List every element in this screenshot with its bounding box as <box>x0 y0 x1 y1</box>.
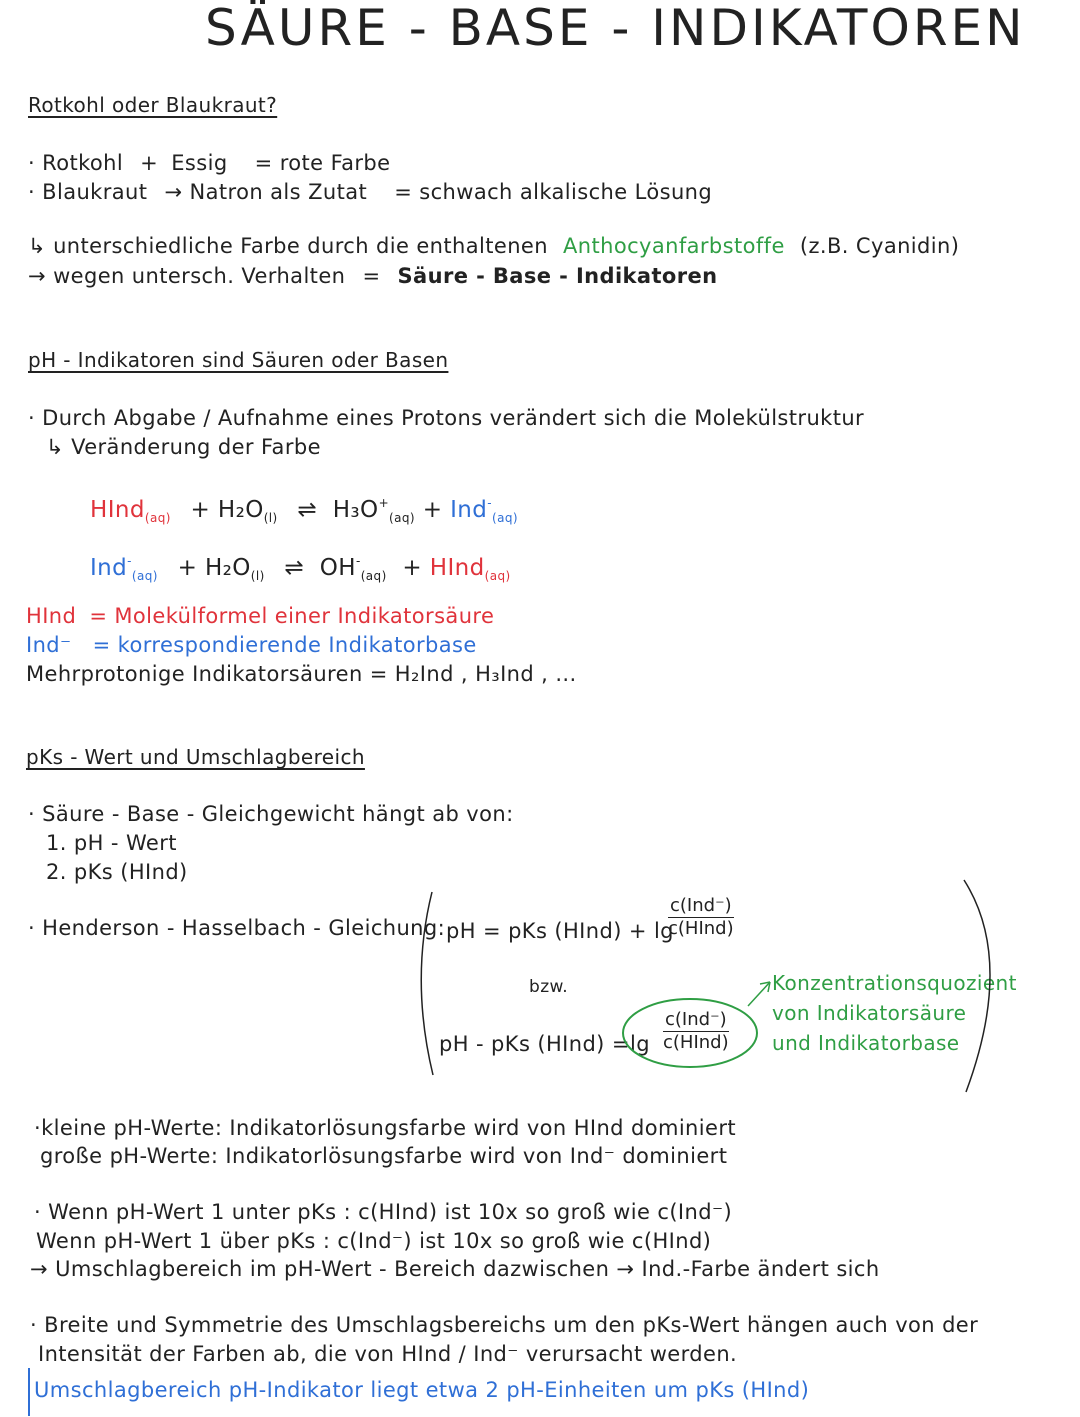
eq1-arrow: ⇌ <box>297 497 318 523</box>
large-ph-line: große pH-Werte: Indikatorlösungsfarbe wird von Ind⁻ dominiert <box>40 1144 728 1168</box>
cyanidin-example: (z.B. Cyanidin) <box>799 234 960 258</box>
eq1-ind-charge: - <box>487 496 492 510</box>
fraction-2-denominator: c(HInd) <box>663 1032 729 1053</box>
eq2-hydroxide-state: (aq) <box>360 569 387 583</box>
eq2-hydroxide: OH <box>319 555 356 581</box>
verhalten-text: → wegen untersch. Verhalten <box>28 264 346 288</box>
definition-hind-text: = Molekülformel einer Indikatorsäure <box>89 604 495 628</box>
definition-mehrprotonig: Mehrprotonige Indikatorsäuren = H₂Ind , H₃Ind , ... <box>26 662 577 686</box>
blaukraut-label: · Blaukraut <box>28 180 148 204</box>
essig-label: Essig <box>171 151 228 175</box>
equals-sign: = <box>362 264 381 288</box>
right-bracket <box>964 880 990 1092</box>
box-text: Umschlagbereich pH-Indikator liegt etwa 2 pH-Einheiten um pKs (HInd) <box>34 1378 810 1402</box>
highlight-circle <box>623 999 757 1067</box>
note-arrow <box>748 982 770 1006</box>
definition-hind-term: HInd <box>26 604 77 628</box>
rotkohl-label: · Rotkohl <box>28 151 124 175</box>
eq1-water-state: (l) <box>263 511 278 525</box>
eq2-plus: + <box>402 555 423 581</box>
eq1-plus: + <box>422 497 443 523</box>
fraction-1-numerator: c(Ind⁻) <box>670 895 732 916</box>
page-title: SÄURE - BASE - INDIKATOREN <box>205 0 1026 57</box>
line-proton: · Durch Abgabe / Aufnahme eines Protons verändert sich die Molekülstruktur <box>28 406 865 430</box>
note-line-2: von Indikatorsäure <box>772 1001 967 1025</box>
eq2-hind-state: (aq) <box>484 569 511 583</box>
eq2-water: + H₂O <box>177 555 251 581</box>
eq1-hydronium-charge: + <box>378 496 390 510</box>
formula-1: pH = pKs (HInd) + lg <box>446 919 674 943</box>
natron-label: → Natron als Zutat <box>164 180 368 204</box>
heading-rotkohl: Rotkohl oder Blaukraut? <box>28 93 278 117</box>
heading-pks: pKs - Wert und Umschlagbereich <box>26 745 365 769</box>
note-line-1: Konzentrationsquozient <box>772 971 1017 995</box>
eq1-hydronium: H₃O <box>332 497 379 523</box>
eq2-water-state: (l) <box>250 569 265 583</box>
definition-ind-text: = korrespondierende Indikatorbase <box>92 633 477 657</box>
eq1-hind-state: (aq) <box>144 511 171 525</box>
line-gleichgewicht: · Säure - Base - Gleichgewicht hängt ab von: <box>28 802 514 826</box>
eq2-ind-state: (aq) <box>131 569 158 583</box>
heading-ph-indikatoren: pH - Indikatoren sind Säuren oder Basen <box>28 348 449 372</box>
henderson-label: · Henderson - Hasselbach - Gleichung: <box>28 916 446 940</box>
eq1-hydronium-state: (aq) <box>389 511 415 525</box>
note-line-3: und Indikatorbase <box>772 1031 960 1055</box>
eq2-arrow: ⇌ <box>284 555 305 581</box>
eq1-ind: Ind <box>450 497 488 523</box>
eq1-ind-state: (aq) <box>491 511 518 525</box>
width-line-2: Intensität der Farben ab, die von HInd / Ind⁻ verursacht werden. <box>38 1342 738 1366</box>
bzw-label: bzw. <box>529 977 569 997</box>
small-ph-line: ·kleine pH-Werte: Indikatorlösungsfarbe wird von HInd dominiert <box>34 1116 736 1140</box>
indikatoren-term: Säure - Base - Indikatoren <box>397 264 718 288</box>
plus-sign: + <box>140 151 159 175</box>
eq2-ind-charge: - <box>127 554 132 568</box>
rule-above: Wenn pH-Wert 1 über pKs : c(Ind⁻) ist 10x so groß wie c(HInd) <box>36 1229 712 1253</box>
definition-ind-term: Ind⁻ <box>26 633 72 657</box>
eq1-hind: HInd <box>90 497 145 523</box>
fraction-2-numerator: c(Ind⁻) <box>665 1009 727 1030</box>
eq2-hind: HInd <box>429 555 485 581</box>
alkalisch-label: = schwach alkalische Lösung <box>394 180 713 204</box>
farbe-text: ↳ unterschiedliche Farbe durch die enthaltenen <box>28 234 548 258</box>
line-farbe: ↳ Veränderung der Farbe <box>46 435 321 459</box>
eq2-ind: Ind <box>90 555 128 581</box>
rule-below: · Wenn pH-Wert 1 unter pKs : c(HInd) ist 10x so groß wie c(Ind⁻) <box>34 1200 733 1224</box>
formula-2: pH - pKs (HInd) = <box>439 1032 630 1056</box>
formula-2-lg: lg <box>630 1032 650 1056</box>
rote-farbe-label: = rote Farbe <box>254 151 391 175</box>
rule-range: → Umschlagbereich im pH-Wert - Bereich dazwischen → Ind.-Farbe ändert sich <box>30 1257 880 1281</box>
list-item-ph: 1. pH - Wert <box>46 831 177 855</box>
width-line-1: · Breite und Symmetrie des Umschlagsbereichs um den pKs-Wert hängen auch von der <box>30 1313 979 1337</box>
list-item-pks: 2. pKs (HInd) <box>46 860 188 884</box>
left-bracket <box>421 892 433 1075</box>
anthocyan-term: Anthocyanfarbstoffe <box>563 234 785 258</box>
fraction-1-denominator: c(HInd) <box>668 918 734 939</box>
eq1-water: + H₂O <box>190 497 264 523</box>
eq2-hydroxide-charge: - <box>355 554 361 568</box>
